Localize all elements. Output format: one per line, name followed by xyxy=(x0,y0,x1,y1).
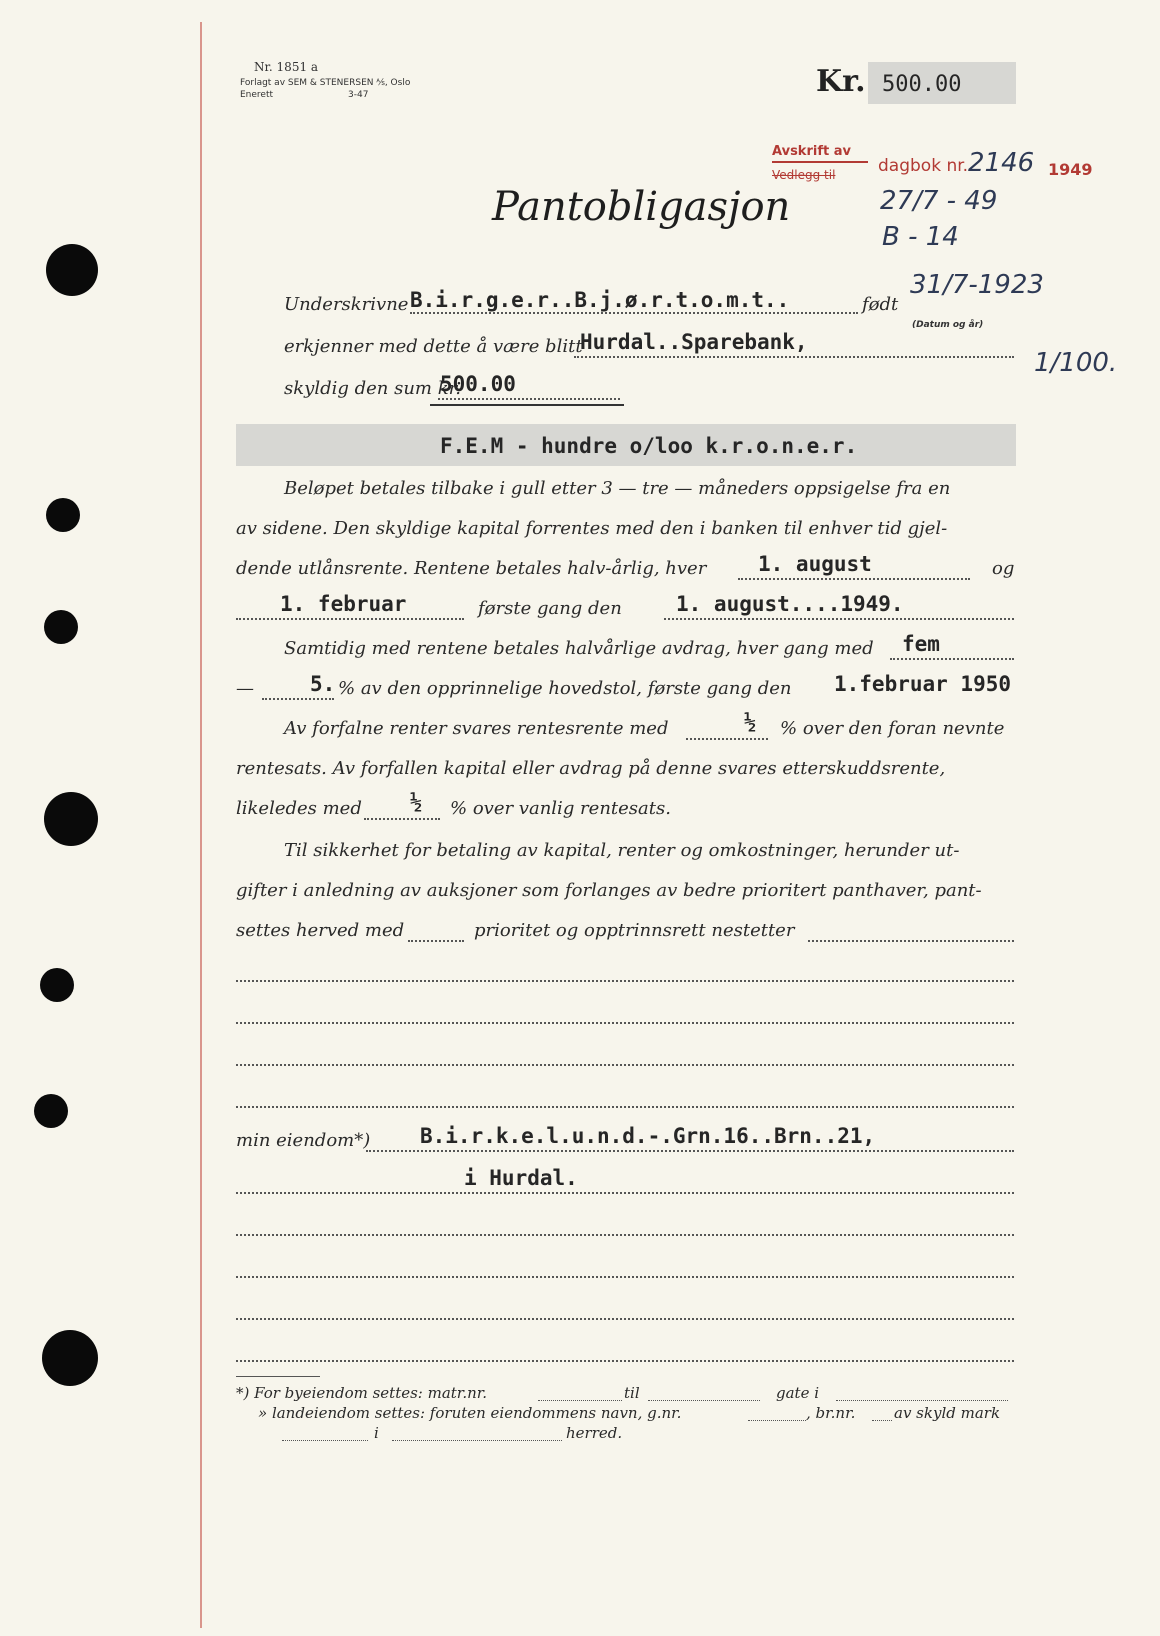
owe-value: 500.00 xyxy=(440,372,516,396)
interest-date-1: 1. august xyxy=(758,552,872,576)
side-note: 1/100. xyxy=(1034,348,1118,378)
blank-line xyxy=(236,1360,1014,1362)
born-sub: (Datum og år) xyxy=(912,320,984,330)
property-label: min eiendom*) xyxy=(236,1130,371,1151)
margin-line xyxy=(200,22,202,1628)
penalty-rate: ½ xyxy=(744,710,757,734)
paragraph-line: Av forfalne renter svares rentesrente med xyxy=(284,718,669,739)
blank-line xyxy=(236,1318,1014,1320)
dotted-line xyxy=(410,312,858,314)
paragraph-line: likeledes med xyxy=(236,798,362,819)
paragraph-word: første gang den xyxy=(478,598,622,619)
paragraph-word: og xyxy=(992,558,1015,579)
amount-label: Kr. xyxy=(816,64,866,99)
dotted-line xyxy=(808,940,1014,942)
publisher-enerett: Enerett xyxy=(240,90,274,100)
publisher-date-code: 3-47 xyxy=(348,90,369,100)
footnote-word: til xyxy=(624,1384,640,1402)
property-line-1: B.i.r.k.e.l.u.n.d.-.Grn.16..Brn..21, xyxy=(420,1124,876,1148)
paragraph-line: Beløpet betales tilbake i gull etter 3 — tre — måneders oppsigelse fra en xyxy=(284,478,951,499)
punch-hole xyxy=(34,1094,68,1128)
dotted-line xyxy=(262,698,334,700)
punch-hole xyxy=(46,244,98,296)
paragraph-line: settes herved med xyxy=(236,920,405,941)
punch-hole xyxy=(44,792,98,846)
dotted-line xyxy=(686,738,768,740)
creditor-value: Hurdal..Sparebank, xyxy=(580,330,808,354)
paragraph-line: % over den foran nevnte xyxy=(780,718,1005,739)
dotted-line xyxy=(236,618,464,620)
dotted-line xyxy=(408,940,464,942)
owe-label: skyldig den sum kr. xyxy=(284,378,461,399)
first-installment-date: 1.februar 1950 xyxy=(834,672,1012,696)
dotted-line xyxy=(438,398,620,400)
footnote-line: *) For byeiendom settes: matr.nr. xyxy=(236,1384,488,1402)
paragraph-line: % over vanlig rentesats. xyxy=(450,798,671,819)
footnote-rule xyxy=(236,1376,320,1377)
blank-line xyxy=(236,980,1014,982)
stamp-avskrift: Avskrift av xyxy=(772,144,851,159)
blank-line xyxy=(236,1276,1014,1278)
paragraph-line: dende utlånsrente. Rentene betales halv-årlig, hver xyxy=(236,558,707,579)
paragraph-line: gifter i anledning av auksjoner som forlanges av bedre prioritert panthaver, pant- xyxy=(236,880,982,901)
dotted-line xyxy=(366,1150,1014,1152)
acknowledge-label: erkjenner med dette å være blitt xyxy=(284,336,583,357)
punch-hole xyxy=(46,498,80,532)
dotted-line xyxy=(664,618,1014,620)
amount-words: F.E.M - hundre o/loo k.r.o.n.e.r. xyxy=(440,434,858,458)
stamp-dagbok-number: 2146 xyxy=(968,148,1035,178)
document-title: Pantobligasjon xyxy=(492,184,791,230)
dotted-line xyxy=(648,1400,760,1401)
paragraph-line: rentesats. Av forfallen kapital eller avdrag på denne svares etterskuddsrente, xyxy=(236,758,946,779)
publisher-line: Forlagt av SEM & STENERSEN ⅍, Oslo xyxy=(240,78,411,88)
paragraph-line: % av den opprinnelige hovedstol, første gang den xyxy=(338,678,792,699)
paragraph-line: av sidene. Den skyldige kapital forrentes med den i banken til enhver tid gjel- xyxy=(236,518,948,539)
paragraph-line: Samtidig med rentene betales halvårlige avdrag, hver gang med xyxy=(284,638,874,659)
stamp-ref: B - 14 xyxy=(882,222,959,252)
born-label: født xyxy=(862,294,899,315)
installment-words: fem xyxy=(902,632,940,656)
form-number: Nr. 1851 a xyxy=(254,60,319,74)
footnote-word: i xyxy=(374,1424,379,1442)
paragraph-line: Til sikkerhet for betaling av kapital, renter og omkostninger, herunder ut- xyxy=(284,840,960,861)
dotted-line xyxy=(364,818,440,820)
dotted-line xyxy=(872,1420,892,1421)
amount-value: 500.00 xyxy=(882,72,962,97)
blank-line xyxy=(236,1234,1014,1236)
punch-hole xyxy=(42,1330,98,1386)
stamp-vedlegg: Vedlegg til xyxy=(772,168,836,182)
paragraph-line: prioritet og opptrinnsrett nestetter xyxy=(474,920,795,941)
paragraph-word: — xyxy=(236,678,254,699)
undersigned-label: Underskrivne xyxy=(284,294,409,315)
blank-line xyxy=(236,1022,1014,1024)
late-rate: ½ xyxy=(410,790,423,814)
footnote-word: gate i xyxy=(776,1384,820,1402)
stamp-year: 1949 xyxy=(1048,160,1093,179)
dotted-line xyxy=(392,1440,562,1441)
footnote-word: herred. xyxy=(566,1424,623,1442)
dotted-line xyxy=(836,1400,1008,1401)
punch-hole xyxy=(40,968,74,1002)
dotted-line xyxy=(738,578,970,580)
punch-hole xyxy=(44,610,78,644)
blank-line xyxy=(236,1064,1014,1066)
installment-percent: 5. xyxy=(310,672,336,696)
property-line-2: i Hurdal. xyxy=(464,1166,578,1190)
dotted-line xyxy=(890,658,1014,660)
footnote-line: » landeiendom settes: foruten eiendommens navn, g.nr. xyxy=(258,1404,682,1422)
dotted-line xyxy=(282,1440,368,1441)
owe-underline xyxy=(430,404,624,406)
blank-line xyxy=(236,1106,1014,1108)
footnote-word: av skyld mark xyxy=(894,1404,1001,1422)
stamp-dagbok-label: dagbok nr. xyxy=(878,156,969,176)
dotted-line xyxy=(574,356,1014,358)
footnote-word: , br.nr. xyxy=(806,1404,856,1422)
first-interest-date: 1. august....1949. xyxy=(676,592,904,616)
stamp-date: 27/7 - 49 xyxy=(880,186,998,216)
born-value: 31/7-1923 xyxy=(910,270,1044,300)
interest-date-2: 1. februar xyxy=(280,592,407,616)
dotted-line xyxy=(748,1420,806,1421)
dotted-line xyxy=(538,1400,622,1401)
stamp-underline xyxy=(772,161,868,163)
undersigned-value: B.i.r.g.e.r..B.j.ø.r.t.o.m.t.. xyxy=(410,288,790,312)
dotted-line xyxy=(236,1192,1014,1194)
